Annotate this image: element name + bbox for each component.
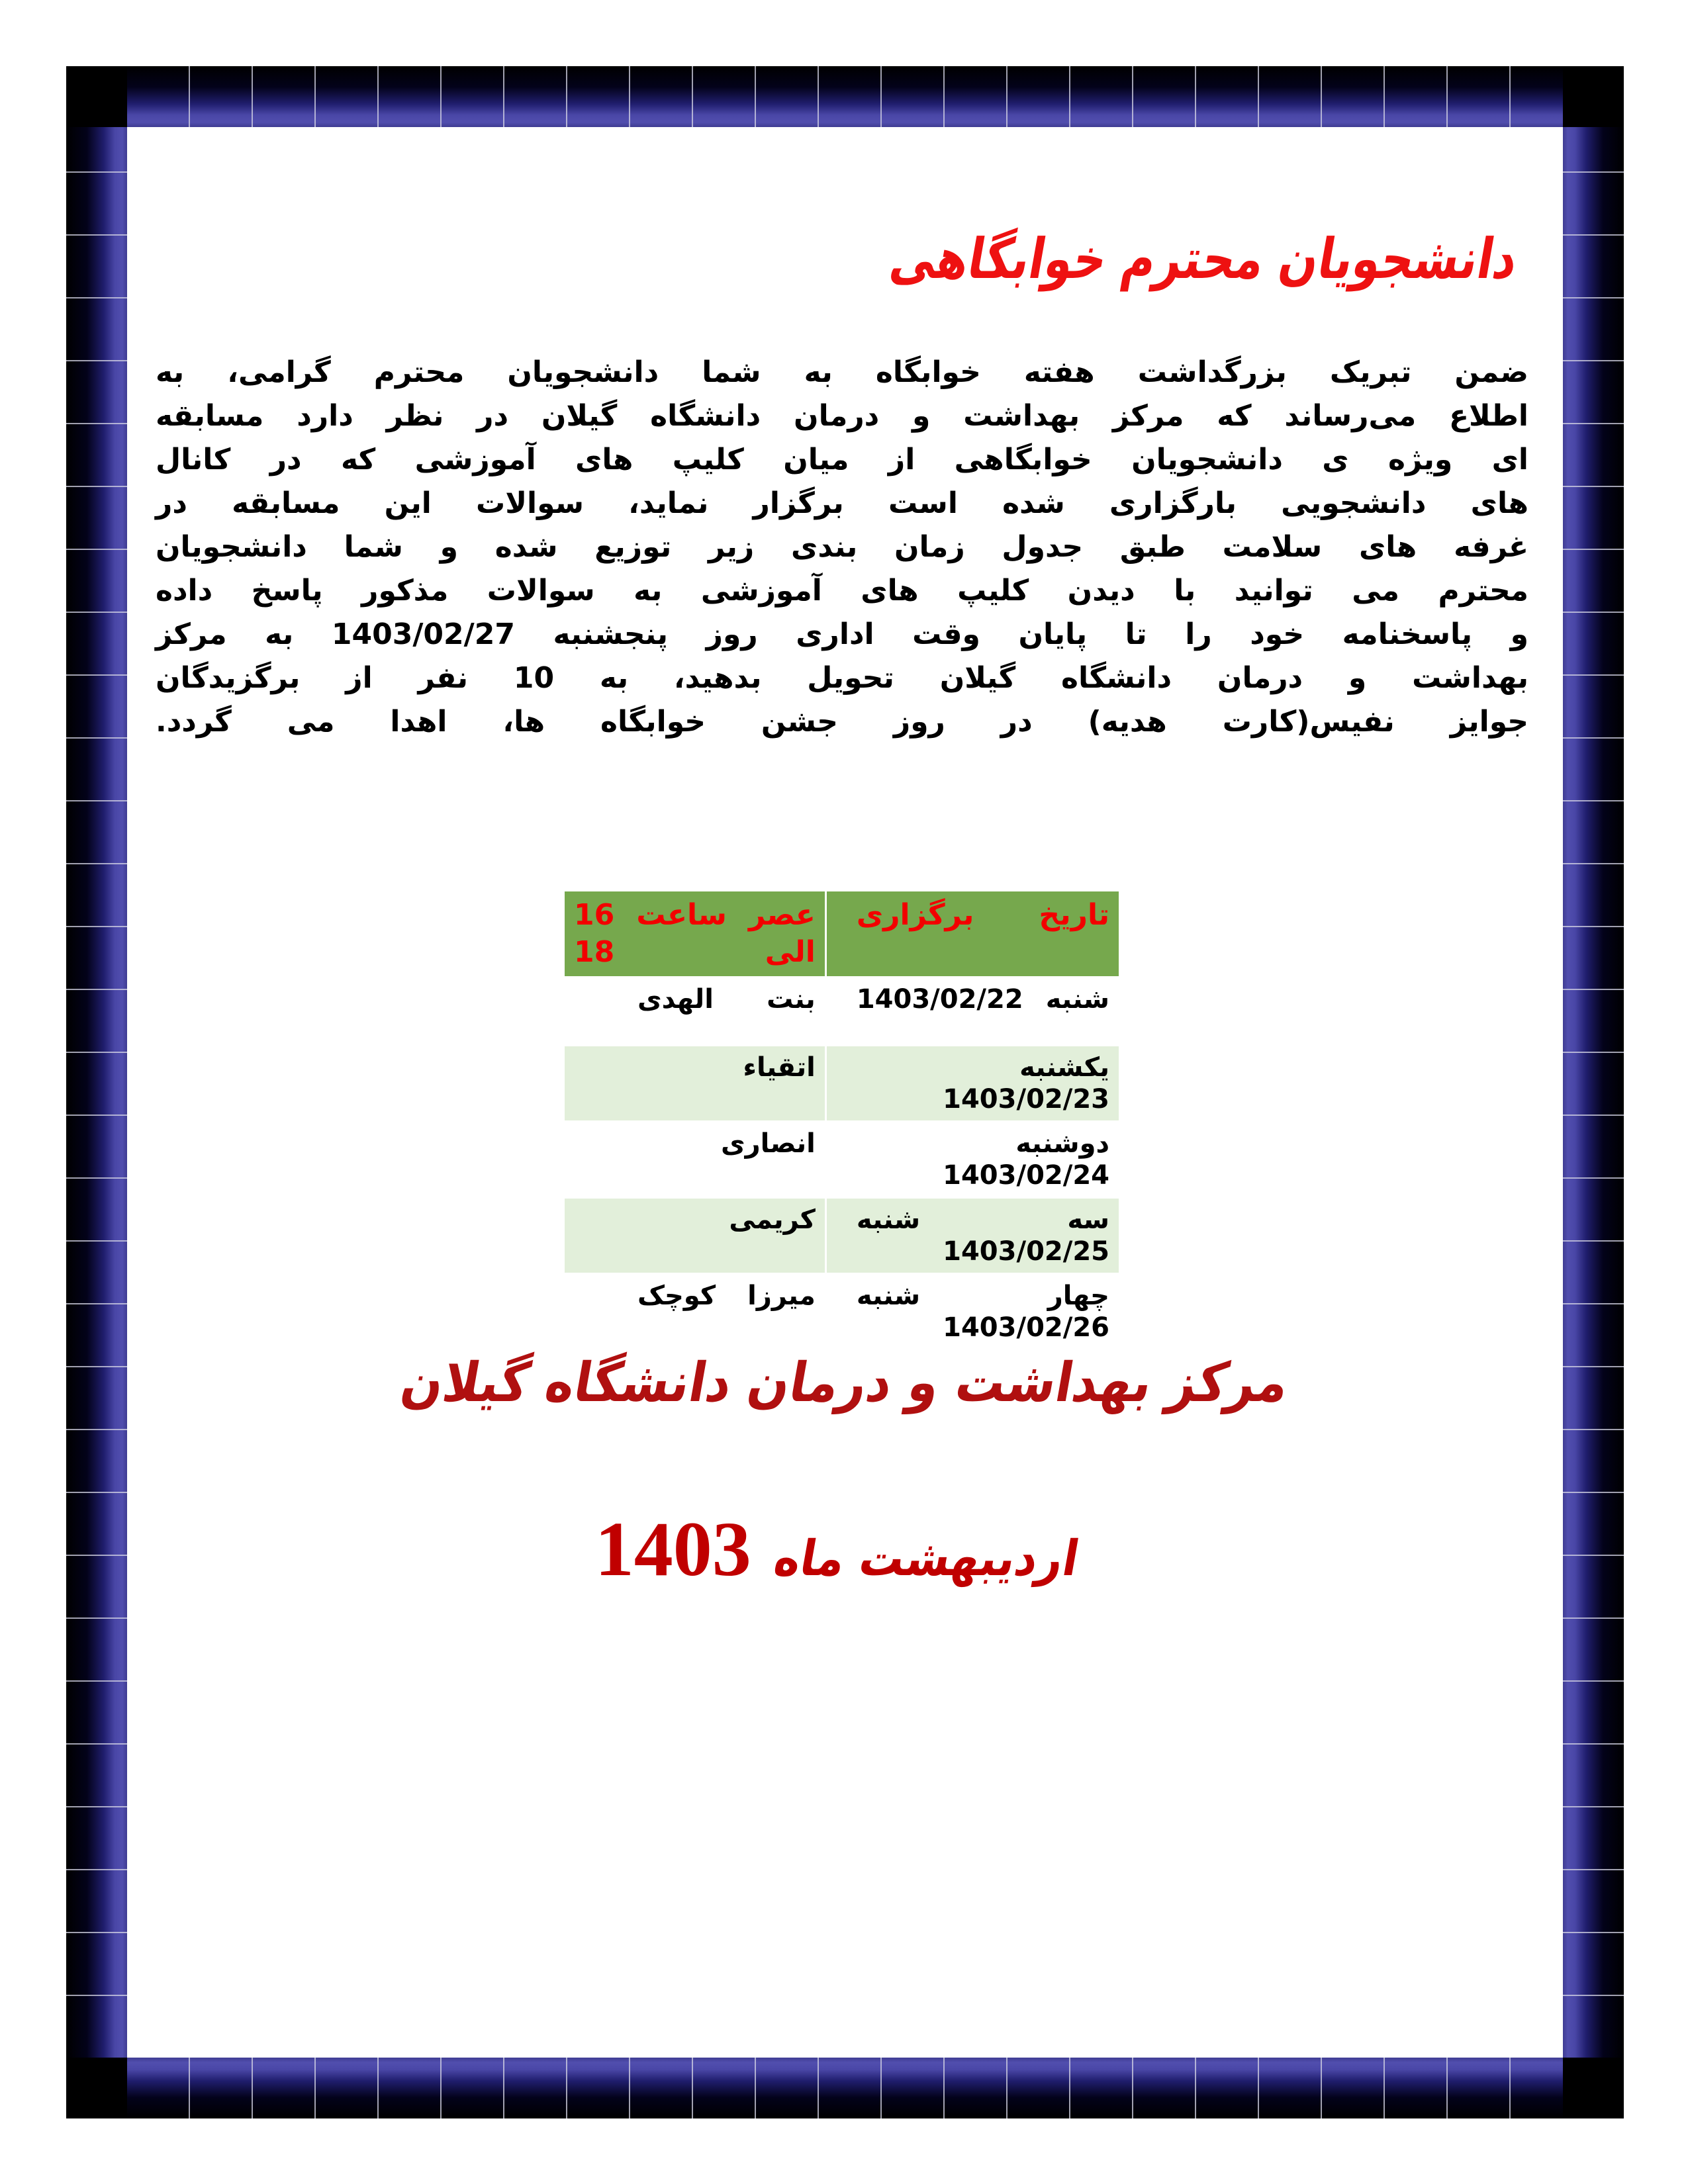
schedule-row: [564, 1046, 1120, 1122]
cell-line: الی 18: [574, 935, 816, 969]
schedule-row: [564, 1122, 1120, 1198]
schedule-date-cell: [825, 1198, 1119, 1274]
paragraph-line: های دانشجویی بارگزاری شده است برگزار نماید، سوالات این مسابقه در: [156, 486, 1528, 520]
schedule-date-cell: [825, 1274, 1119, 1350]
cell-line: 1403/02/24: [943, 1160, 1109, 1191]
cell-line: شنبه 1403/02/22: [856, 984, 1109, 1015]
cell-line: تاریخ برگزاری: [856, 898, 1109, 932]
schedule-dorm-cell: [564, 1122, 826, 1198]
frame-border-top: [127, 66, 1563, 127]
paragraph-line: محترم می توانید با دیدن کلیپ های آموزشی به سوالات مذکور پاسخ داده: [156, 574, 1528, 608]
cell-line: سه شنبه: [856, 1205, 1109, 1235]
frame-corner-top-right: [1563, 66, 1624, 127]
schedule-row: [564, 1274, 1120, 1350]
cell-line: بنت الهدی: [637, 984, 816, 1015]
signature: مرکز بهداشت و درمان دانشگاه گیلان: [396, 1351, 1294, 1414]
schedule-table: [563, 889, 1121, 1351]
page-title: دانشجویان محترم خوابگاهی: [885, 226, 1523, 291]
paragraph-line: ای ویژه ی دانشجویان خوابگاهی از میان کلیپ های آموزشی که در کانال: [156, 443, 1528, 477]
schedule-row: [564, 1198, 1120, 1274]
header-cell-time: [564, 891, 826, 978]
frame-corner-bottom-right: [1563, 2058, 1624, 2118]
cell-line: دوشنبه: [1015, 1128, 1109, 1159]
cell-line: میرزا کوچک: [637, 1281, 816, 1311]
cell-line: 1403/02/25: [943, 1236, 1109, 1267]
paragraph-line: ضمن تبریک بزرگداشت هفته خوابگاه به شما دانشجویان محترم گرامی، به: [156, 355, 1528, 389]
paragraph-line: اطلاع می‌رساند که مرکز بهداشت و درمان دانشگاه گیلان در نظر دارد مسابقه: [156, 399, 1528, 433]
announcement-paragraph: [156, 351, 1528, 744]
paragraph-line: غرفه های سلامت طبق جدول زمان بندی زیر توزیع شده و شما دانشجویان: [156, 530, 1528, 564]
cell-line: عصر ساعت 16: [574, 898, 816, 932]
issue-date: [127, 1506, 1563, 1592]
decorative-frame: [66, 66, 1624, 2118]
cell-line: انصاری: [720, 1128, 816, 1159]
page-content: [127, 127, 1563, 2058]
cell-line: 1403/02/26: [943, 1312, 1109, 1343]
schedule-dorm-cell: [564, 1274, 826, 1350]
schedule-dorm-cell: [564, 1198, 826, 1274]
schedule-date-cell: [825, 1122, 1119, 1198]
cell-line: یکشنبه: [1019, 1052, 1109, 1083]
paragraph-line: و پاسخنامه خود را تا پایان وقت اداری روز پنجشنبه 1403/02/27 به مرکز: [156, 617, 1528, 651]
cell-line: اتقیاء: [743, 1052, 816, 1083]
cell-line: 1403/02/23: [943, 1084, 1109, 1115]
frame-corner-top-left: [66, 66, 127, 127]
paragraph-line: بهداشت و درمان دانشگاه گیلان تحویل بدهید، به 10 نفر از برگزیدگان: [156, 661, 1528, 695]
schedule-row: [564, 978, 1120, 1046]
issue-date-month: اردیبهشت ماه: [769, 1530, 1084, 1587]
cell-line: کریمی: [729, 1205, 816, 1235]
schedule-dorm-cell: [564, 1046, 826, 1122]
frame-border-bottom: [127, 2058, 1563, 2118]
cell-line: چهار شنبه: [856, 1281, 1109, 1311]
issue-date-year: 1403: [594, 1506, 751, 1592]
header-cell-date: [825, 891, 1119, 978]
header-row: [564, 891, 1120, 978]
frame-border-right: [1563, 127, 1624, 2058]
schedule-date-cell: [825, 1046, 1119, 1122]
schedule-table-body: [564, 978, 1120, 1350]
schedule-dorm-cell: [564, 978, 826, 1046]
frame-border-left: [66, 127, 127, 2058]
paragraph-line: جوایز نفیس(کارت هدیه) در روز جشن خوابگاه ها، اهدا می گردد.: [156, 705, 1528, 739]
schedule-table-header: [564, 891, 1120, 978]
schedule-date-cell: [825, 978, 1119, 1046]
frame-corner-bottom-left: [66, 2058, 127, 2118]
